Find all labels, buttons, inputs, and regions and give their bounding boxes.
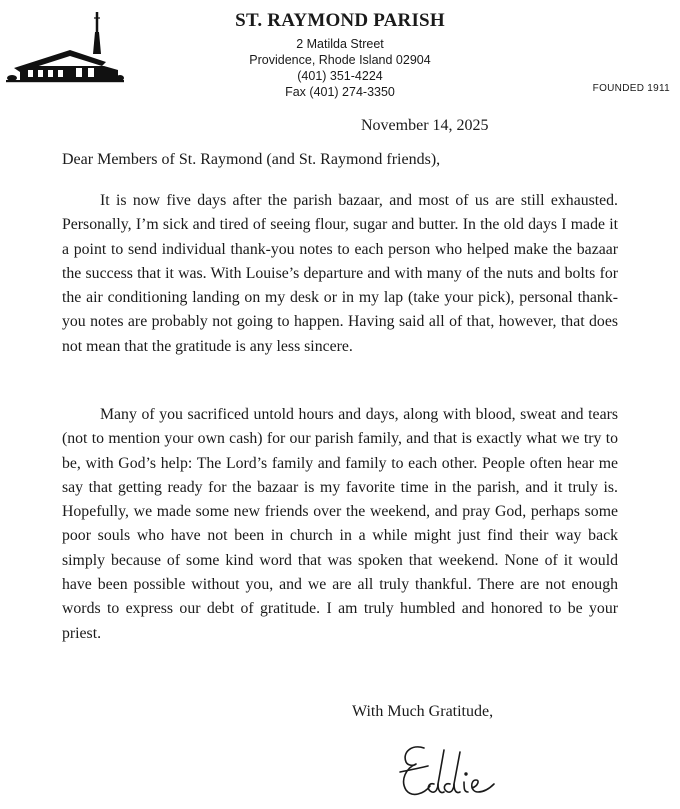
letter-salutation: Dear Members of St. Raymond (and St. Raymond friends), bbox=[62, 151, 441, 168]
letter-closing: With Much Gratitude, bbox=[352, 703, 494, 720]
parish-name: ST. RAYMOND PARISH bbox=[235, 10, 445, 31]
address-street: 2 Matilda Street bbox=[296, 37, 384, 51]
letter-date: November 14, 2025 bbox=[361, 117, 489, 134]
signature-icon bbox=[398, 738, 498, 800]
address-fax: Fax (401) 274-3350 bbox=[285, 85, 395, 99]
letter-paragraph-1: It is now five days after the parish bazaar, and most of us are still exhausted. Personally, I’m sick and tired of seeing flour, sugar and butter. In the old days I made it a point to send individual thank-you notes to each person who helped make the bazaar the success that it was. With Louise’s departure and with many of the nuts and bolts for the air conditioning landing on my desk or in my lap (take your pick), personal thank-you notes are probably not going to happen. Having said all of that, however, that does not mean that the gratitude is any less sincere. bbox=[62, 192, 618, 355]
address-phone: (401) 351-4224 bbox=[297, 69, 383, 83]
letter-paragraph-2: Many of you sacrificed untold hours and days, along with blood, sweat and tears (not to mention your own cash) for our parish family, and that is exactly what we try to be, with God’s help: The Lord’s family and family to each other. People often hear me say that getting ready for the bazaar is my favorite time in the parish, and it truly is. Hopefully, we made some new friends over the weekend, and pray God, perhaps some poor souls who have not been in church in a while might just find their way back simply because of some kind word that was spoken that weekend. None of it would have been possible without you, and we are all truly thankful. There are not enough words to express our debt of gratitude. I am truly humbled and honored to be your priest. bbox=[62, 406, 618, 642]
founded-year: FOUNDED 1911 bbox=[592, 83, 670, 94]
address-city: Providence, Rhode Island 02904 bbox=[249, 53, 431, 67]
